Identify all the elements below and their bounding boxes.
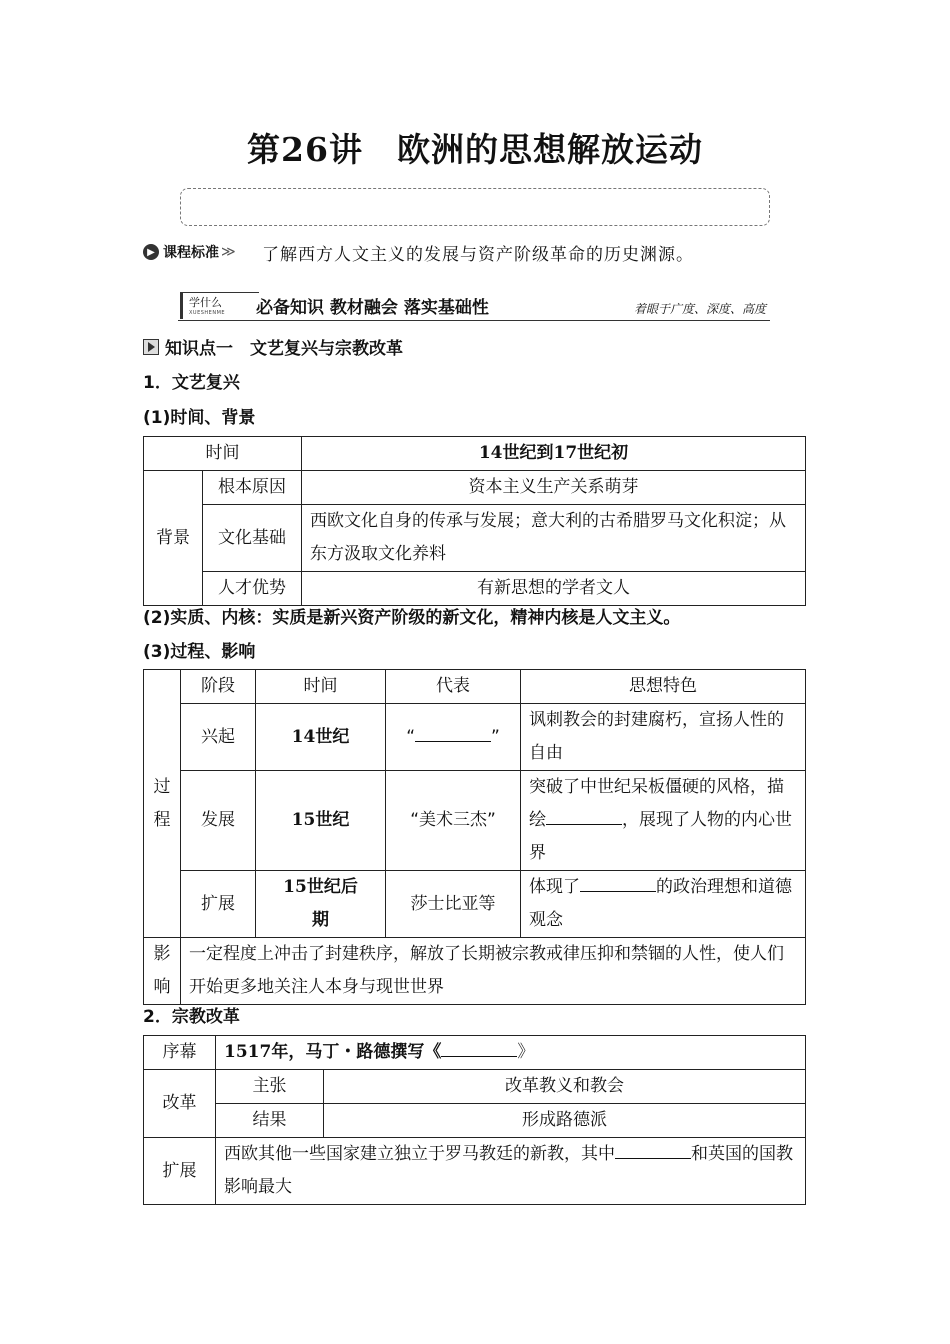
stage-cell: 兴起 xyxy=(181,704,256,771)
time-value: 14世纪到17世纪初 xyxy=(302,437,806,471)
time-cell: 15世纪 xyxy=(256,771,386,871)
quote-open: “ xyxy=(406,726,415,747)
row-value: 有新思想的学者文人 xyxy=(302,572,806,606)
table-row xyxy=(144,1104,806,1138)
feature-cell xyxy=(521,771,806,871)
expand-text: 和英国的国教影响最大 xyxy=(224,1144,793,1197)
table-row xyxy=(144,471,806,505)
time-cell: 15世纪后期 xyxy=(256,871,386,938)
quote-close: ” xyxy=(491,726,500,747)
feature-text: ，展现了人物的内心世界 xyxy=(529,810,792,863)
stage-cell: 扩展 xyxy=(181,871,256,938)
row-label: 结果 xyxy=(216,1104,324,1138)
time-label: 时间 xyxy=(144,437,302,471)
fill-blank[interactable] xyxy=(441,1039,517,1057)
time-cell: 14世纪 xyxy=(256,704,386,771)
feature-text: 突破了中世纪呆板僵硬的风格，描绘 xyxy=(529,777,784,830)
standard-text: 了解西方人文主义的发展与资产阶级革命的历史渊源。 xyxy=(262,245,694,265)
feature-text: 的政治理想和道德观念 xyxy=(529,877,792,930)
fill-blank[interactable] xyxy=(415,724,491,742)
row-label: 人才优势 xyxy=(203,572,302,606)
table-row xyxy=(144,1138,806,1205)
table-time-background xyxy=(143,436,806,606)
fill-blank[interactable] xyxy=(546,807,622,825)
table-row xyxy=(144,1036,806,1070)
impact-label: 影响 xyxy=(144,938,181,1005)
section1-heading: 1．文艺复兴 xyxy=(143,373,240,393)
expand-label: 扩展 xyxy=(144,1138,216,1205)
table-row xyxy=(144,1070,806,1104)
play-box-icon xyxy=(143,339,159,355)
row-label: 文化基础 xyxy=(203,505,302,572)
table-row xyxy=(144,704,806,771)
table-row xyxy=(144,505,806,572)
feature-text: 体现了 xyxy=(529,877,580,897)
row-value: 形成路德派 xyxy=(324,1104,806,1138)
standard-tag xyxy=(143,242,236,262)
section2-heading: 2．宗教改革 xyxy=(143,1007,240,1027)
section1-sub3: (3)过程、影响 xyxy=(143,642,256,662)
section1-sub2: (2)实质、内核：实质是新兴资产阶级的新文化，精神内核是人文主义。 xyxy=(143,608,681,628)
header-cell: 代表 xyxy=(386,670,521,704)
header-cell: 阶段 xyxy=(181,670,256,704)
row-value: 资本主义生产关系萌芽 xyxy=(302,471,806,505)
banner-logo-sub: XUESHENME xyxy=(189,310,226,316)
table-row xyxy=(144,938,806,1005)
dashed-box xyxy=(180,188,770,226)
stage-cell: 发展 xyxy=(181,771,256,871)
table-row xyxy=(144,437,806,471)
row-value: 西欧文化自身的传承与发展；意大利的古希腊罗马文化积淀；从东方汲取文化养料 xyxy=(302,505,806,572)
row-label: 根本原因 xyxy=(203,471,302,505)
table-process xyxy=(143,669,806,1005)
fill-blank[interactable] xyxy=(615,1141,691,1159)
prelude-cell xyxy=(216,1036,806,1070)
banner-main: 必备知识 教材融会 落实基础性 xyxy=(256,298,489,318)
knowledge-point xyxy=(143,334,403,359)
table-row xyxy=(144,572,806,606)
feature-cell xyxy=(521,871,806,938)
table-row xyxy=(144,871,806,938)
standard-tag-label: 课程标准 xyxy=(163,245,219,261)
prelude-text: 》 xyxy=(517,1042,535,1062)
impact-text: 一定程度上冲击了封建秩序，解放了长期被宗教戒律压抑和禁锢的人性，使人们开始更多地关注人本身与现世世界 xyxy=(181,938,806,1005)
table-reformation xyxy=(143,1035,806,1205)
row-value: 改革教义和教会 xyxy=(324,1070,806,1104)
rep-cell xyxy=(386,704,521,771)
double-chevron-icon: ≫ xyxy=(221,244,236,260)
section-banner xyxy=(178,292,770,321)
banner-logo xyxy=(180,292,259,319)
rep-cell: “美术三杰” xyxy=(386,771,521,871)
expand-text: 西欧其他一些国家建立独立于罗马教廷的新教，其中 xyxy=(224,1144,615,1164)
page-title: 第26讲 欧洲的思想解放运动 xyxy=(247,130,703,169)
process-label: 过程 xyxy=(144,670,181,938)
rep-cell: 莎士比亚等 xyxy=(386,871,521,938)
prelude-label: 序幕 xyxy=(144,1036,216,1070)
banner-logo-text: 学什么 xyxy=(189,296,222,309)
reform-label: 改革 xyxy=(144,1070,216,1138)
feature-cell: 讽刺教会的封建腐朽，宣扬人性的自由 xyxy=(521,704,806,771)
background-label: 背景 xyxy=(144,471,203,606)
header-cell: 时间 xyxy=(256,670,386,704)
prelude-text: 1517年，马丁・路德撰写《 xyxy=(224,1042,442,1062)
play-circle-icon: ▶ xyxy=(143,244,159,260)
table-row xyxy=(144,771,806,871)
header-cell: 思想特色 xyxy=(521,670,806,704)
table-row xyxy=(144,670,806,704)
fill-blank[interactable] xyxy=(580,874,656,892)
row-label: 主张 xyxy=(216,1070,324,1104)
expand-cell xyxy=(216,1138,806,1205)
banner-right: 着眼于广度、深度、高度 xyxy=(633,302,766,316)
knowledge-point-title: 知识点一 文艺复兴与宗教改革 xyxy=(165,339,403,359)
section1-sub1: (1)时间、背景 xyxy=(143,408,256,428)
